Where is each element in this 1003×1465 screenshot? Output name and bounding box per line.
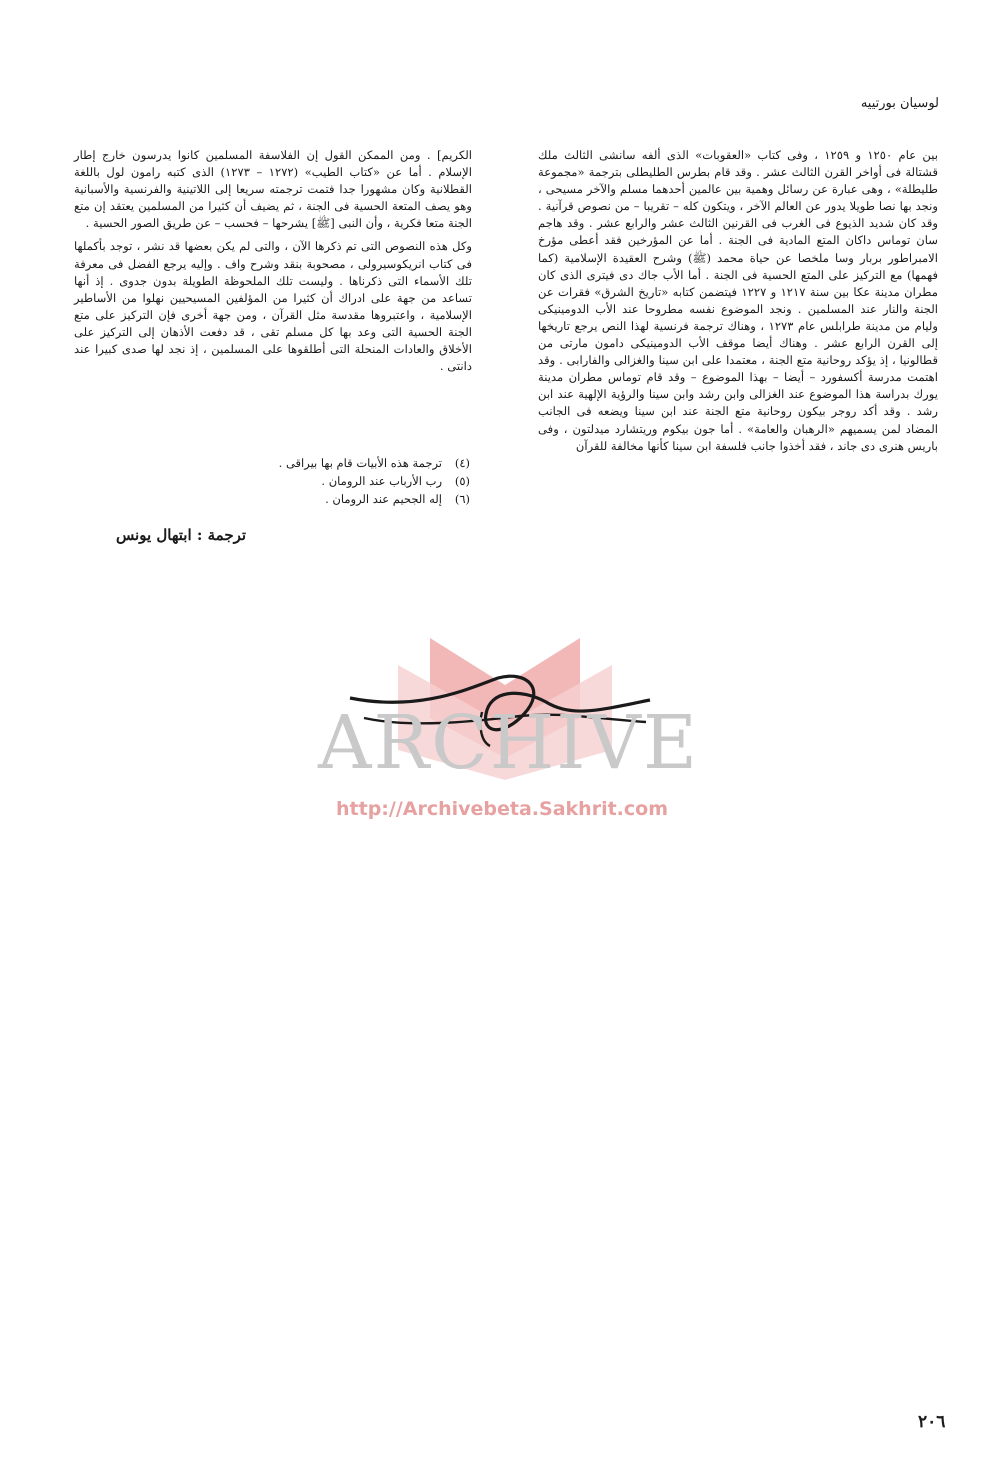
- footnote-text: ترجمة هذه الأبيات قام بها بيراقى .: [278, 456, 442, 470]
- footnote-number: (٤): [454, 456, 470, 470]
- footnote-number: (٥): [454, 474, 470, 488]
- left-column: [74, 147, 472, 381]
- footnote-item: [270, 454, 470, 472]
- footnote-item: [270, 472, 470, 490]
- footnote-text: إله الجحيم عند الرومان .: [325, 492, 442, 506]
- footnotes: [270, 454, 470, 508]
- right-column: [538, 147, 938, 461]
- translator-credit: ترجمة : ابتهال يونس: [115, 526, 247, 544]
- footnote-number: (٦): [454, 492, 470, 506]
- watermark-word: ARCHIVE: [318, 700, 700, 786]
- footnote-text: رب الأرباب عند الرومان .: [321, 474, 442, 488]
- footnote-item: [270, 490, 470, 508]
- left-paragraph-1: الكريم] . ومن الممكن القول إن الفلاسفة المسلمين كانوا يدرسون خارج إطار الإسلام . أما عن «كتاب الطيب» (١٢٧٢ – ١٢٧٣) الذى كتبه رامون لول باللغة القطلانية وكان مشهورا جدا فتمت ترجمته سريعا إلى اللاتينية والفرنسية والأسبانية وهو يصف المتعة الحسية فى الجنة ، ثم يضيف أن كثيرا من المسلمين يعتقد إن متع الجنة متعا فكرية ، وأن النبى [ﷺ] يشرحها – فحسب – عن طريق الصور الحسية .: [74, 148, 472, 231]
- page-number: ٢٠٦: [918, 1412, 946, 1432]
- left-paragraph-2: وكل هذه النصوص التى تم ذكرها الآن ، والتى لم يكن بعضها قد نشر ، توجد بأكملها فى كتاب انريكوسيرولى ، مصحوبة بنقد وشرح واف . وإليه يرجع الفضل فى معرفة تلك الأسماء التى ذكرناها . وليست تلك الملحوظة الطويلة بدون جدوى . إذ أنها تساعد من جهة على ادراك أن كثيرا من المؤلفين المسيحيين نهلوا من الأساطير الإسلامية ، واعتبروها مقدسة مثل القرآن ، ومن جهة أخرى فإن التركيز على متع الجنة الحسية التى وعد بها كل مسلم تقى ، قد دفعت الأذهان إلى التركيز على الأخلاق والعادات المنحلة التى أطلقوها على المسلمين ، إذ نجد لها صدى كبيرا عند دانتى .: [74, 239, 472, 374]
- right-paragraph: بين عام ١٢٥٠ و ١٢٥٩ ، وفى كتاب «العقوبات» الذى ألفه سانشى الثالث ملك قشتالة فى أواخر القرن الثالث عشر . وقد قام بطرس الطليطلى بترجمة «مجموعة طليطلة» ، وهى عبارة عن رسائل وهمية بين عالمين أحدهما مسلم والآخر مسيحى ، ونجد بها نصا طويلا يدور عن العالم الآخر ، ويتكون كله – تقريبا – من نصوص قرآنية . وقد كان شديد الذيوع فى الغرب فى القرنين الثالث عشر والرابع عشر . وقد هاجم سان توماس داكان المتع المادية فى الجنة . أما عن المؤرخين فقد أعطى مؤرخ الامبراطور بربار وسا ملخصا عن حياة محمد (ﷺ) وشرح العقيدة الإسلامية (كما فهمها) مع التركيز على المتع الحسية فى الجنة . أما الأب جاك دى فيترى الذى كان مطران مدينة عكا بين سنة ١٢١٧ و ١٢٢٧ فيتضمن كتابه «تاريخ الشرق» فقرات عن الجنة والنار عند المسلمين . ونجد الموضوع نفسه مطروحا عند الأب الدومينيكى وليام من مدينة طرابلس عام ١٢٧٣ ، وهناك ترجمة فرنسية لهذا النص يرجع تاريخها إلى القرن الرابع عشر . وهناك أيضا موقف الأب الدومينيكى دامون مارتى من قطالونيا ، إذ يؤكد روحانية متع الجنة ، معتمدا على ابن سينا والغزالى والفارابى . وقد اهتمت مدرسة أكسفورد – أيضا – بهذا الموضوع – وقد قام توماس مطران مدينة يورك بدراسة هذا الموضوع عند الغزالى وابن رشد وابن سينا والرؤية الإلهية عند ابن رشد . وقد أكد روجر بيكون روحانية متع الجنة عند ابن سينا ويضعه فى الجانب المضاد لمن يسميهم «الرهبان والعامة» . أما جون بيكوم وريتشارد ميدلتون ، وفى باريس هنرى دى جاند ، فقد أخذوا جانب فلسفة ابن سينا كأنها مخالفة للقرآن: [538, 148, 938, 453]
- running-head: لوسيان بورتييه: [860, 96, 939, 111]
- watermark-url: http://Archivebeta.Sakhrit.com: [336, 798, 668, 820]
